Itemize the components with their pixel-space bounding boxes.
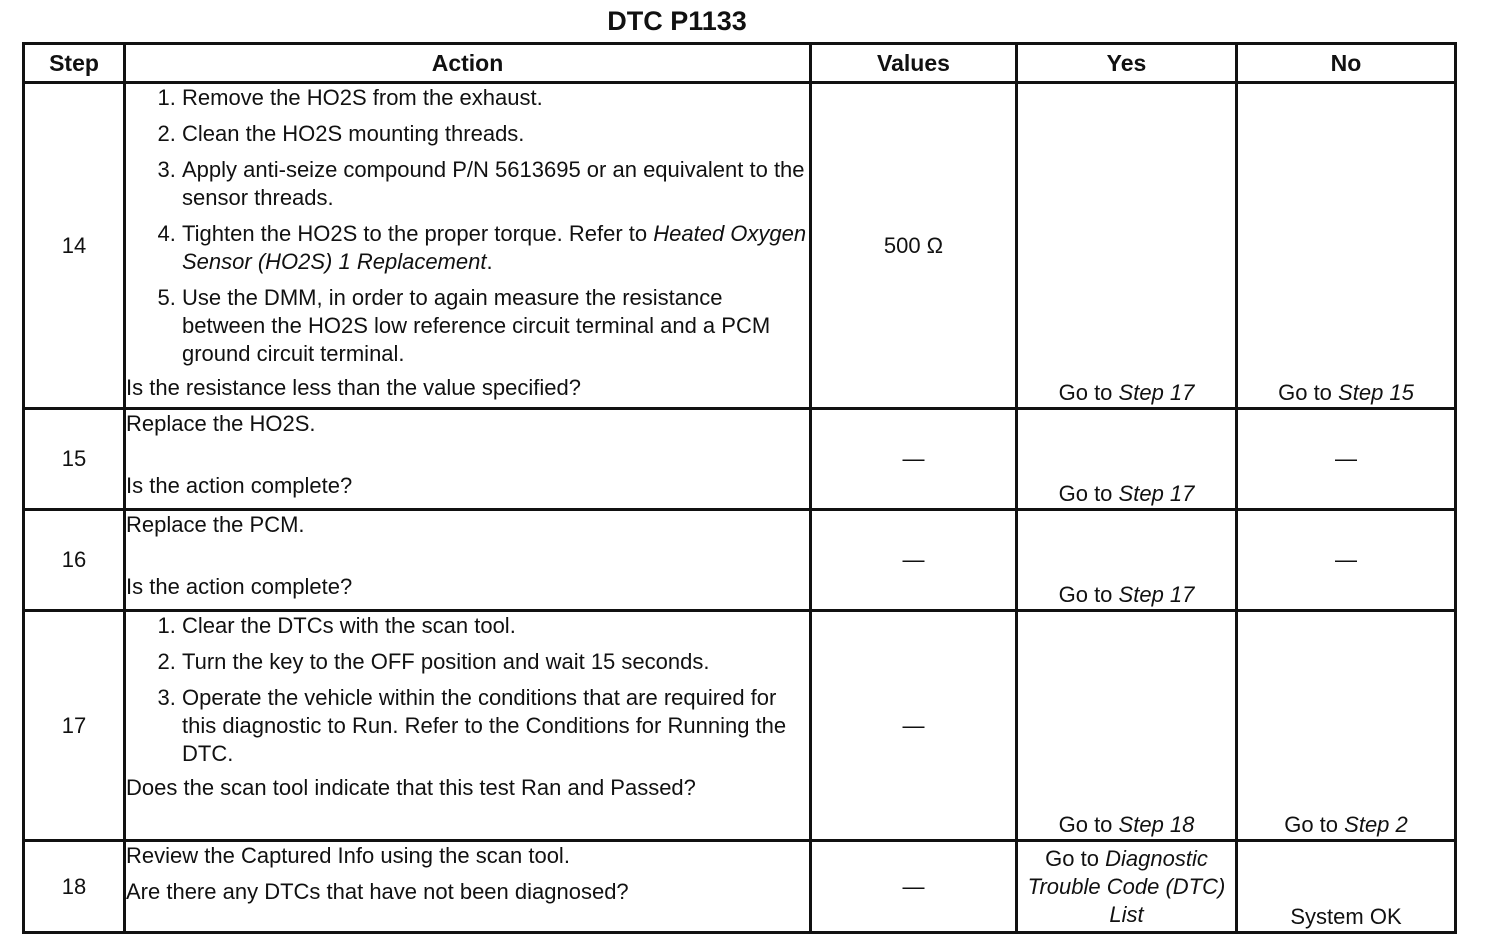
step-number: 14 [24, 83, 125, 409]
value-cell: — [811, 510, 1017, 611]
no-step-ref: Step 2 [1344, 812, 1408, 837]
no-cell [1237, 83, 1456, 409]
header-row [24, 44, 1456, 83]
action-cell [125, 841, 811, 933]
yes-cell [1017, 611, 1237, 841]
value-cell: — [811, 409, 1017, 510]
action-list [126, 612, 809, 768]
yes-cell [1017, 409, 1237, 510]
action-list [126, 84, 809, 368]
action-item: 1. Remove the HO2S from the exhaust. [182, 84, 809, 112]
step-number: 15 [24, 409, 125, 510]
action-text: Replace the PCM. [126, 512, 305, 537]
step-number: 17 [24, 611, 125, 841]
header-yes: Yes [1017, 44, 1237, 83]
yes-prefix: Go to [1058, 481, 1113, 506]
value-cell: — [811, 611, 1017, 841]
action-question: Does the scan tool indicate that this test Ran and Passed? [126, 775, 696, 800]
no-cell: — [1237, 409, 1456, 510]
reference-link: Heated Oxygen Sensor (HO2S) 1 Replacement [182, 221, 807, 274]
page-title: DTC P1133 [607, 6, 747, 36]
yes-prefix: Go to [1058, 582, 1113, 607]
yes-step-ref: Step 18 [1118, 812, 1195, 837]
step-number: 16 [24, 510, 125, 611]
dtc-table [22, 42, 1457, 934]
table-row-step-18 [24, 841, 1456, 933]
action-item: 3. Operate the vehicle within the conditions that are required for this diagnostic to Run. Refer to the Conditions for Running the DTC. [182, 684, 809, 768]
no-step-ref: Step 15 [1338, 380, 1414, 405]
table-row-step-16 [24, 510, 1456, 611]
no-cell: System OK [1237, 841, 1456, 933]
table-row-step-14 [24, 83, 1456, 409]
yes-prefix: Go to [1058, 380, 1113, 405]
yes-cell [1017, 83, 1237, 409]
action-cell [125, 510, 811, 611]
action-text: Replace the HO2S. [126, 411, 316, 436]
value-cell: — [811, 841, 1017, 933]
action-item: 5. Use the DMM, in order to again measure the resistance between the HO2S low reference circuit terminal and a PCM ground circuit terminal. [182, 284, 809, 368]
header-no: No [1237, 44, 1456, 83]
yes-prefix: Go to [1045, 845, 1099, 871]
action-item: 2. Clean the HO2S mounting threads. [182, 120, 809, 148]
header-values: Values [811, 44, 1017, 83]
no-prefix: Go to [1284, 812, 1339, 837]
no-prefix: Go to [1278, 380, 1332, 405]
value-cell: 500 Ω [811, 83, 1017, 409]
action-item: 2. Turn the key to the OFF position and wait 15 seconds. [182, 648, 809, 676]
table-row-step-17 [24, 611, 1456, 841]
yes-step-ref: Step 17 [1118, 582, 1195, 607]
yes-prefix: Go to [1058, 812, 1113, 837]
action-text: Review the Captured Info using the scan tool. [126, 843, 570, 868]
action-text: Tighten the HO2S to the proper torque. Refer to [182, 221, 648, 246]
action-question: Is the action complete? [126, 574, 353, 599]
action-item: 1. Clear the DTCs with the scan tool. [182, 612, 809, 640]
action-cell [125, 611, 811, 841]
yes-cell [1017, 510, 1237, 611]
yes-step-ref: Step 17 [1118, 481, 1195, 506]
action-item: 3. Apply anti-seize compound P/N 5613695 or an equivalent to the sensor threads. [182, 156, 809, 212]
action-cell [125, 409, 811, 510]
header-action: Action [125, 44, 811, 83]
yes-step-ref: Step 17 [1118, 380, 1195, 405]
action-item: 4. Tighten the HO2S to the proper torque. Refer to Heated Oxygen Sensor (HO2S) 1 Replacement. [182, 220, 809, 276]
no-cell: — [1237, 510, 1456, 611]
step-number: 18 [24, 841, 125, 933]
no-cell [1237, 611, 1456, 841]
action-question: Is the resistance less than the value specified? [126, 375, 581, 400]
action-cell [125, 83, 811, 409]
table-row-step-15 [24, 409, 1456, 510]
yes-cell [1017, 841, 1237, 933]
action-question: Is the action complete? [126, 473, 353, 498]
action-question: Are there any DTCs that have not been diagnosed? [126, 879, 629, 904]
yes-dtc-list-ref: Diagnostic Trouble Code (DTC) List [1027, 845, 1226, 927]
header-step: Step [24, 44, 125, 83]
